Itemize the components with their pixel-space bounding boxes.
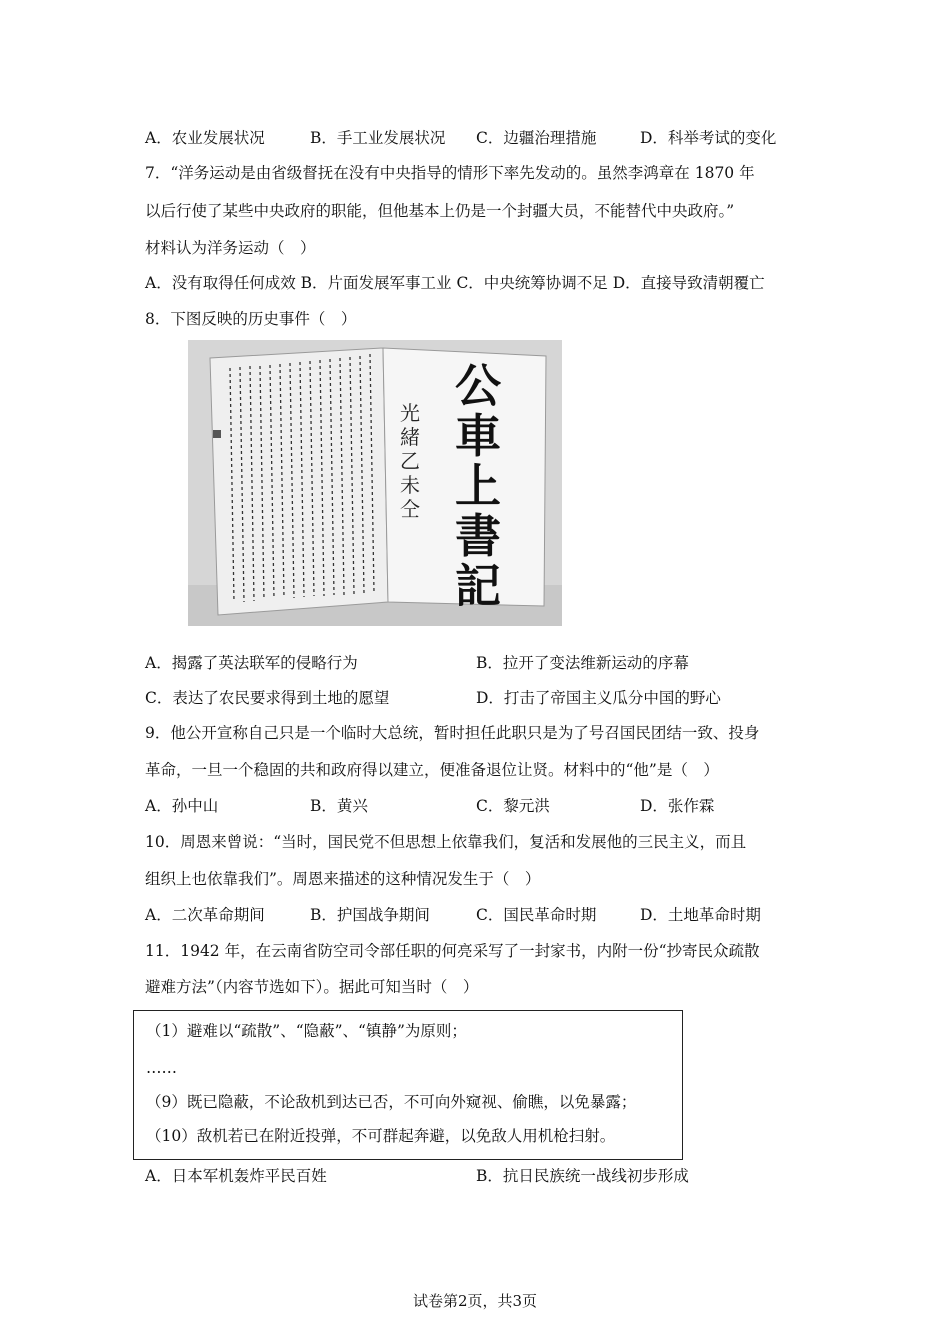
q11-excerpt-line-2: …… (146, 1059, 177, 1077)
q8-option-c: C．表达了农民要求得到土地的愿望 (145, 689, 390, 707)
q11-stem-line-1: 11．1942 年，在云南省防空司令部任职的何亮采写了一封家书，内附一份“抄寄民众疏散 (145, 942, 760, 960)
q6-option-d: D．科举考试的变化 (640, 129, 777, 147)
side-char-2: 緒 (400, 425, 420, 449)
q11-excerpt-line-1: （1）避难以“疏散”、“隐蔽”、“镇静”为原则； (146, 1022, 467, 1040)
q10-stem-line-2: 组织上也依靠我们”。周恩来描述的这种情况发生于（ ） (145, 870, 541, 888)
q11-excerpt-box (133, 1010, 683, 1160)
q7-stem-line-3: 材料认为洋务运动（ ） (145, 239, 316, 257)
q6-option-b: B．手工业发展状况 (310, 129, 446, 147)
q8-option-a: A．揭露了英法联军的侵略行为 (145, 654, 358, 672)
q10-option-d: D．土地革命时期 (640, 906, 761, 924)
q11-excerpt-line-4: （10）敌机若已在附近投弹，不可群起奔避，以免敌人用机枪扫射。 (146, 1127, 616, 1145)
title-char-3: 上 (455, 459, 501, 513)
title-char-5: 記 (455, 559, 501, 613)
q7-stem-line-2: 以后行使了某些中央政府的职能，但他基本上仍是一个封疆大员，不能替代中央政府。” (145, 202, 735, 220)
q11-option-b: B．抗日民族统一战线初步形成 (476, 1167, 689, 1185)
q9-stem-line-2: 革命，一旦一个稳固的共和政府得以建立，便准备退位让贤。材料中的“他”是（ ） (145, 761, 719, 779)
q10-option-b: B．护国战争期间 (310, 906, 430, 924)
title-char-1: 公 (455, 359, 501, 413)
q9-option-c: C．黎元洪 (476, 797, 550, 815)
page-footer: 试卷第2页，共3页 (412, 1292, 538, 1310)
title-char-4: 書 (455, 509, 501, 563)
side-char-4: 未 (400, 473, 420, 497)
q10-option-c: C．国民革命时期 (476, 906, 597, 924)
q7-stem-line-1: 7．“洋务运动是由省级督抚在没有中央指导的情形下率先发动的。虽然李鸿章在 1870 年 (145, 164, 755, 182)
q8-option-b: B．拉开了变法维新运动的序幕 (476, 654, 689, 672)
gongche-shangshu-image (188, 340, 562, 626)
q8-option-d: D．打击了帝国主义瓜分中国的野心 (476, 689, 721, 707)
q11-excerpt-line-3: （9）既已隐蔽，不论敌机到达已否，不可向外窥视、偷瞧，以免暴露； (146, 1093, 637, 1111)
q6-option-c: C．边疆治理措施 (476, 129, 597, 147)
q11-stem-line-2: 避难方法”（内容节选如下）。据此可知当时（ ） (145, 978, 479, 996)
q10-stem-line-1: 10．周恩来曾说：“当时，国民党不但思想上依靠我们，复活和发展他的三民主义，而且 (145, 833, 747, 851)
document-photo (188, 340, 562, 626)
q9-stem-line-1: 9．他公开宣称自己只是一个临时大总统，暂时担任此职只是为了号召国民团结一致、投身 (145, 724, 760, 742)
q9-option-d: D．张作霖 (640, 797, 715, 815)
q9-option-a: A．孙中山 (145, 797, 219, 815)
q10-option-a: A．二次革命期间 (145, 906, 265, 924)
title-char-2: 車 (455, 409, 501, 463)
q11-option-a: A．日本军机轰炸平民百姓 (145, 1167, 327, 1185)
side-char-5: 仝 (400, 497, 420, 521)
q8-stem: 8．下图反映的历史事件（ ） (145, 310, 357, 328)
q6-option-a: A．农业发展状况 (145, 129, 265, 147)
q7-options: A．没有取得任何成效 B．片面发展军事工业 C．中央统筹协调不足 D．直接导致清朝覆亡 (145, 274, 765, 292)
side-char-1: 光 (400, 401, 420, 425)
q9-option-b: B．黄兴 (310, 797, 368, 815)
side-char-3: 乙 (400, 449, 420, 473)
